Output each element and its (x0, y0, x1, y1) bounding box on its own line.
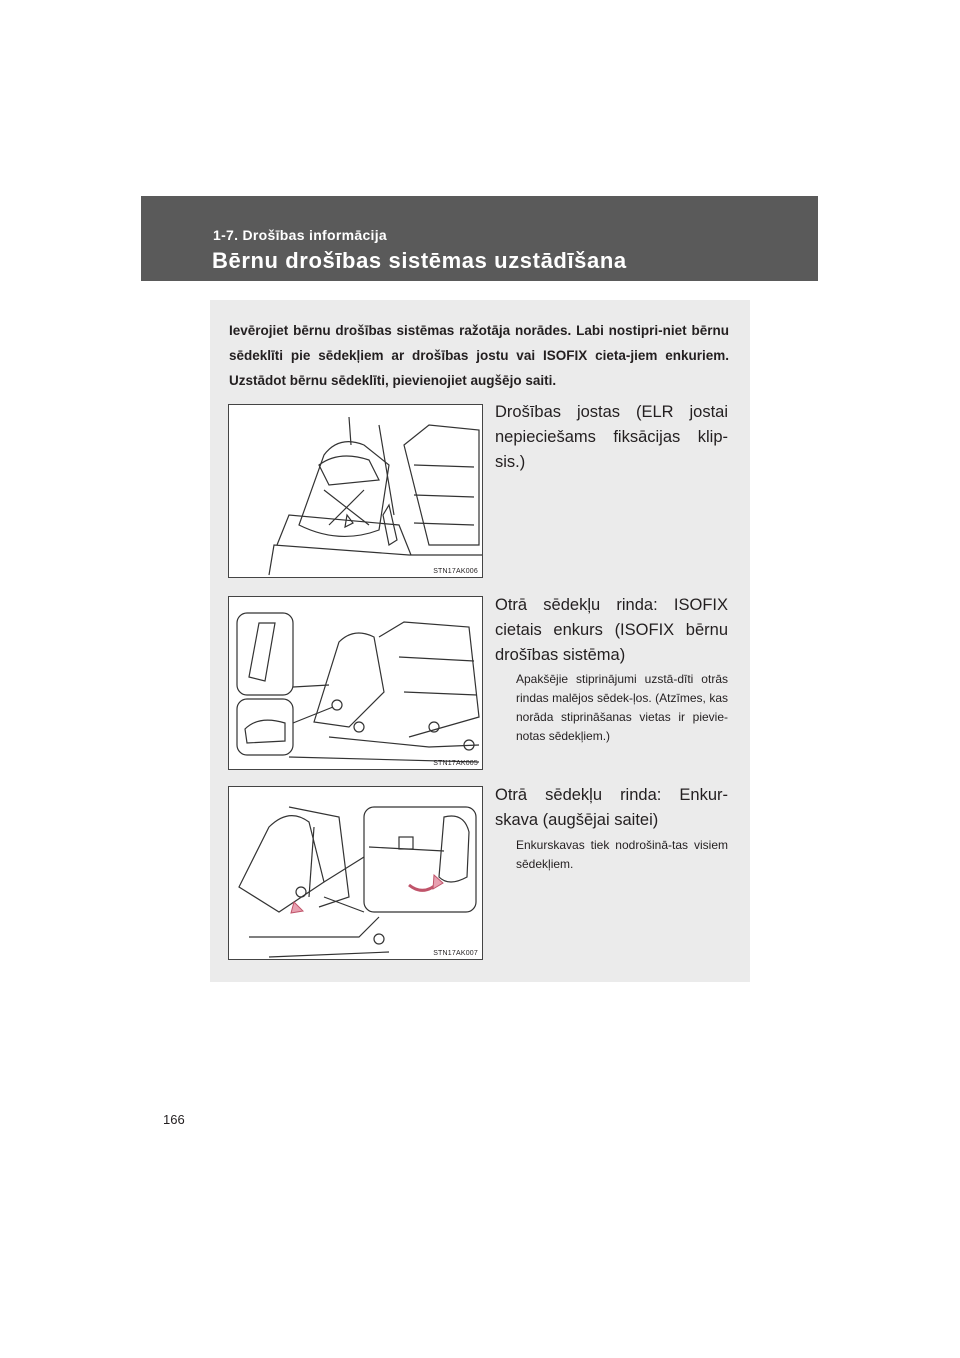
item-note-anchor-bracket: Enkurskavas tiek nodrošinā-tas visiem sēdekļiem. (516, 838, 728, 871)
figure-isofix (228, 596, 483, 770)
page-number: 166 (163, 1112, 185, 1127)
intro-paragraph: Ievērojiet bērnu drošības sistēmas ražotāja norādes. Labi nostipri-niet bērnu sēdeklīti pie sēdekļiem ar drošības jostu vai ISOFIX cieta-jiem enkuriem. Uzstādot bērnu sēdeklīti, pievienojiet augšējo saiti. (229, 323, 729, 388)
figure-code: STN17AK007 (433, 950, 478, 957)
chapter-header (141, 196, 818, 281)
figure-seat-belt (228, 404, 483, 578)
section-label: 1-7. Drošības informācija (213, 227, 388, 243)
figure-code: STN17AK005 (433, 760, 478, 767)
item-heading-seat-belt: Drošības jostas (ELR jostai nepieciešams fiksācijas klip-sis.) (495, 403, 728, 471)
page-title: Bērnu drošības sistēmas uzstādīšana (212, 248, 627, 273)
item-note-isofix: Apakšējie stiprinājumi uzstā-dīti otrās rindas malējos sēdek-ļos. (Atzīmes, kas norāda stiprināšanas vietas ir pievie-notas sēdekļiem.) (516, 672, 728, 743)
figure-code: STN17AK006 (433, 568, 478, 575)
isofix-anchors-illustration (229, 597, 483, 770)
item-heading-anchor-bracket: Otrā sēdekļu rinda: Enkur-skava (augšējai saitei) (495, 786, 728, 829)
anchor-bracket-illustration (229, 787, 483, 960)
item-heading-isofix: Otrā sēdekļu rinda: ISOFIX cietais enkurs (ISOFIX bērnu drošības sistēma) (495, 596, 728, 664)
child-seat-belt-illustration (229, 405, 483, 578)
figure-anchor-bracket (228, 786, 483, 960)
